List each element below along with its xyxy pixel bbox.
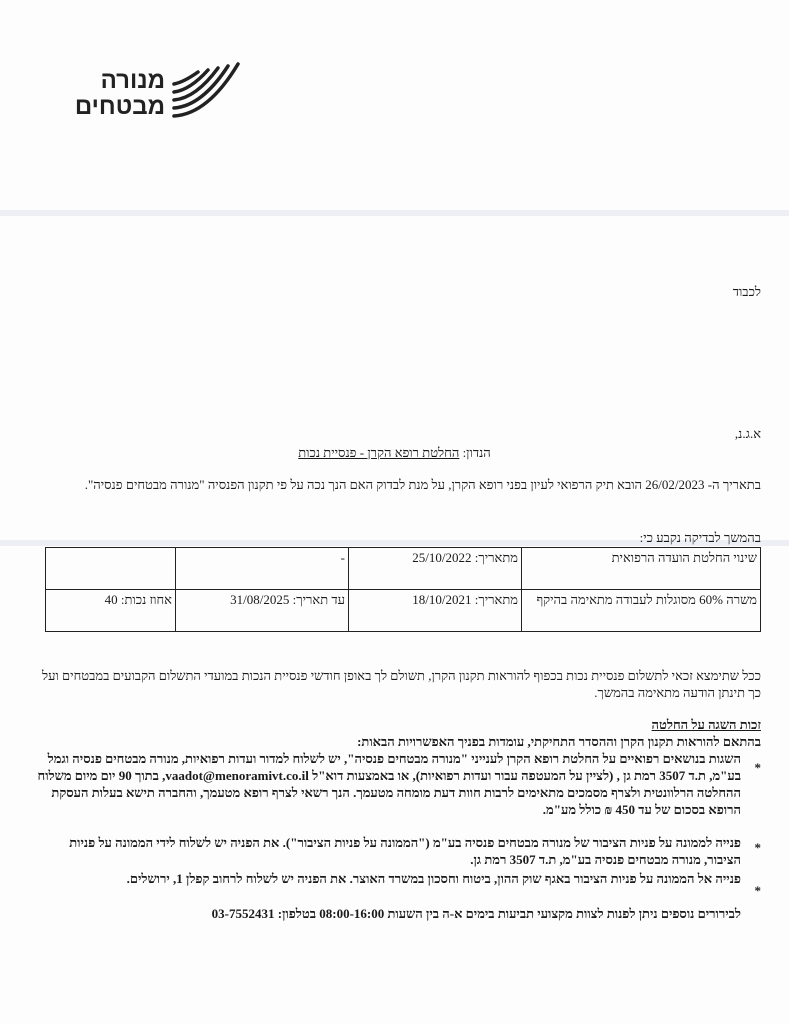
intro-paragraph: בתאריך ה- 26/02/2023 הובא תיק הרפואי לעיון בפני רופא הקרן, על מנת לבדוק האם הנך נכה על פי תקנון הפנסיה "מנורה מבטחים פנסיה". [84, 477, 761, 492]
scan-artifact [0, 210, 789, 216]
table-cell: - [176, 548, 349, 590]
appeal-item: פנייה אל הממונה על פניות הציבור באגף שוק ההון, ביטוח וחסכון במשרד האוצר. את הפניה יש לשלוח לרחוב קפלן 1, ירושלים. [126, 871, 741, 886]
decision-table [45, 547, 761, 632]
salutation: א.ג.נ, [734, 426, 761, 441]
greeting: לכבוד [732, 284, 761, 299]
logo-swoosh-icon [168, 58, 243, 128]
table-row [46, 548, 761, 590]
bullet-marker: * [754, 883, 761, 898]
table-cell: מתאריך: 18/10/2021 [349, 590, 522, 632]
table-intro: בהמשך לבדיקה נקבע כי: [639, 530, 761, 545]
bullet-marker: * [754, 760, 761, 775]
table-cell: מתאריך: 25/10/2022 [349, 548, 522, 590]
logo-line1: מנורה [100, 67, 165, 94]
bullet-marker: * [754, 840, 761, 855]
table-cell [46, 548, 176, 590]
appeal-heading: זכות השגה על החלטה [651, 717, 761, 732]
table-cell: עד תאריך: 31/08/2025 [176, 590, 349, 632]
appeal-item: פנייה לממונה על פניות הציבור של מנורה מבטחים פנסיה בע"מ ("הממונה על פניות הציבור"). את הפניה יש לשלוח לידי הממונה על פניות הציבור, מנורה מבטחים פנסיה בע"מ, ת.ד 3507 רמת גן. [69, 835, 741, 867]
appeal-lead: בהתאם להוראות תקנון הקרן וההסדר התחיקתי, עומדות בפניך האפשרויות הבאות: [357, 734, 761, 749]
table-row [46, 590, 761, 632]
table-cell: משרה 60% מסוגלות לעבודה מתאימה בהיקף [522, 590, 761, 632]
logo-line2: מבטחים [74, 93, 165, 120]
payment-paragraph: ככל שתימצא זכאי לתשלום פנסיית נכות בכפוף להוראות תקנון הקרן, תשולם לך באופן חודשי פנסיית הנכות במועדי התשלום הקבועים במבטחים ועל כך תינתן הודעה מתאימה בהמשך. [42, 668, 761, 700]
subject-text: החלטת רופא הקרן - פנסיית נכות [298, 445, 460, 460]
table-cell: אחוז נכות: 40 [46, 590, 176, 632]
table-cell: שינוי החלטת הועדה הרפואית [522, 548, 761, 590]
subject-label: הנדון: [462, 445, 491, 460]
contact-line: לבירורים נוספים ניתן לפנות לצוות מקצועי תביעות בימים א-ה בין השעות 08:00-16:00 בטלפון: 03-7552431 [211, 906, 741, 921]
appeal-item: השגות בנושאים רפואיים על החלטת רופא הקרן לענייני "מנורה מבטחים פנסיה", יש לשלוח למדור ועדות רפואיות, מנורה מבטחים פנסיה וגמל בע"מ, ת.ד 3507 רמת גן , (לציין על המעטפה עבור ועדות רפואיות), או באמצעות דוא"ל vaadot@menoramivt.co.il, בתוך 90 יום מיום משלוח ההחלטה הרלוונטית ולצרף מסמכים מתאימים לרבות חוות דעת מומחה מטעמך. הנך רשאי לצרף רופא מטעמך, והחברה תישא בעלות העסקת הרופא בסכום של עד 450 ₪ כולל מע"מ. [37, 751, 741, 817]
company-logo [40, 58, 245, 128]
subject-line [0, 444, 789, 461]
